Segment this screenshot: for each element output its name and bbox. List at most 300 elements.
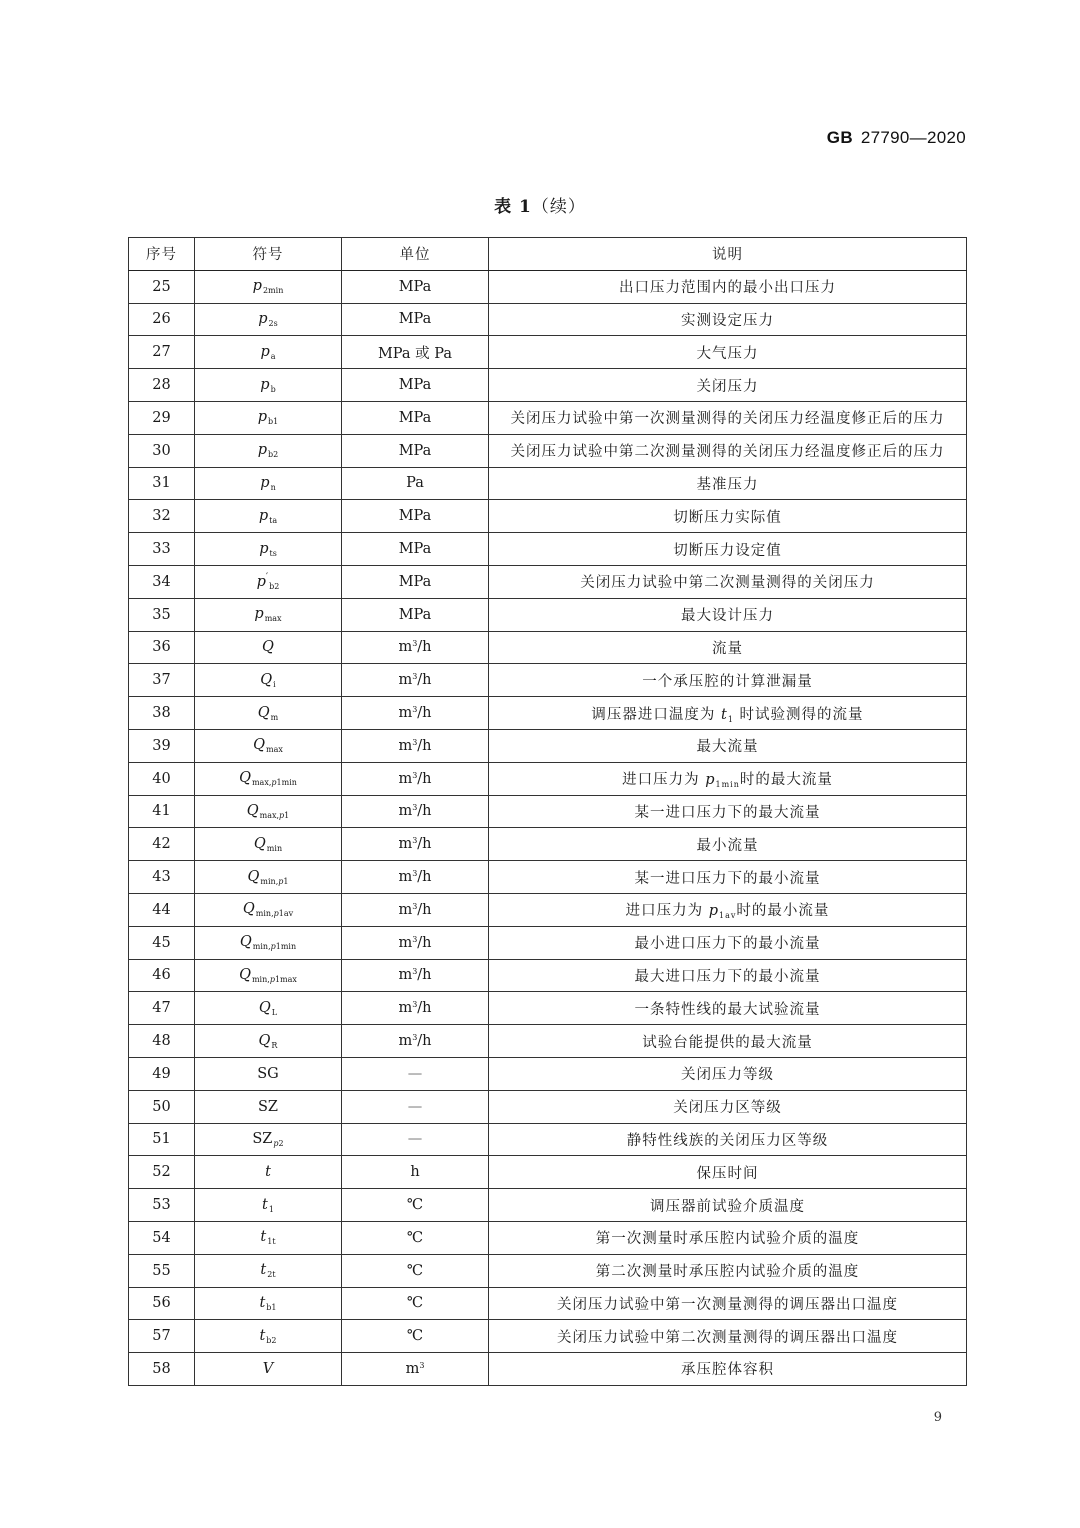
- row-unit: [342, 762, 489, 795]
- table-row: [129, 893, 967, 926]
- row-symbol: [195, 467, 342, 500]
- unit-exponent: 3: [412, 770, 418, 780]
- symbol-prime: ′: [265, 572, 269, 584]
- row-symbol: [195, 926, 342, 959]
- table-row: [129, 401, 967, 434]
- table-body: [129, 270, 967, 1385]
- row-number: 37: [129, 664, 195, 697]
- row-unit: [342, 959, 489, 992]
- subscript-text: min,: [255, 909, 274, 919]
- unit-text: ℃: [406, 1229, 424, 1246]
- unit-base: m: [398, 737, 413, 754]
- row-number: 44: [129, 893, 195, 926]
- row-symbol: [195, 1057, 342, 1090]
- table-row: [129, 1025, 967, 1058]
- unit-exponent: 3: [412, 967, 418, 977]
- row-symbol: [195, 336, 342, 369]
- row-symbol: [195, 1320, 342, 1353]
- unit-tail: /h: [417, 770, 432, 787]
- symbol-base: Q: [260, 671, 273, 688]
- table-row: [129, 762, 967, 795]
- subscript-text: b2: [266, 1335, 277, 1345]
- row-unit: [342, 467, 489, 500]
- row-number: 56: [129, 1287, 195, 1320]
- subscript-tail: 1: [283, 876, 289, 886]
- subscript-text: max: [264, 614, 282, 624]
- standard-number: [827, 128, 966, 148]
- row-description: 静特性线族的关闭压力区等级: [489, 1123, 967, 1156]
- row-symbol: [195, 1353, 342, 1386]
- unit-text: MPa: [398, 573, 432, 590]
- row-description: 一个承压腔的计算泄漏量: [489, 664, 967, 697]
- row-unit: [342, 533, 489, 566]
- table-row: [129, 1123, 967, 1156]
- row-number: 39: [129, 729, 195, 762]
- table-header-row: [129, 238, 967, 271]
- row-description: 一条特性线的最大试验流量: [489, 992, 967, 1025]
- unit-text: —: [407, 1098, 423, 1115]
- unit-exponent: 3: [419, 1360, 425, 1370]
- symbol-subscript: [252, 975, 297, 984]
- symbol-subscript: [253, 942, 296, 951]
- desc-subscript: 1min: [715, 780, 740, 790]
- row-number: 32: [129, 500, 195, 533]
- row-description: 保压时间: [489, 1156, 967, 1189]
- table-row: [129, 598, 967, 631]
- unit-tail: /h: [417, 967, 432, 984]
- page-number: 9: [933, 1410, 942, 1425]
- subscript-tail: 1min: [275, 942, 297, 952]
- desc-symbol: p: [705, 772, 716, 789]
- desc-pre: 进口压力为: [625, 903, 709, 920]
- row-description: 关闭压力试验中第二次测量测得的关闭压力: [489, 565, 967, 598]
- symbol-base: t: [259, 1327, 266, 1344]
- symbol-subscript: [269, 516, 277, 525]
- row-symbol: [195, 828, 342, 861]
- row-symbol: [195, 434, 342, 467]
- unit-text: MPa: [398, 409, 432, 426]
- symbol-base: Q: [246, 802, 259, 819]
- table-row: [129, 1287, 967, 1320]
- symbol-subscript: [263, 286, 283, 295]
- unit-base: m: [398, 770, 413, 787]
- subscript-text: 2min: [262, 286, 284, 296]
- desc-subscript: 1av: [719, 911, 737, 921]
- symbol-base: p: [258, 310, 268, 327]
- row-symbol: [195, 893, 342, 926]
- subscript-italic: p: [271, 778, 277, 788]
- unit-tail: /h: [417, 934, 432, 951]
- unit-base: m: [398, 836, 413, 853]
- unit-base: m: [398, 639, 413, 656]
- row-symbol: [195, 369, 342, 402]
- unit-base: m: [405, 1360, 420, 1377]
- row-description: 切断压力实际值: [489, 500, 967, 533]
- row-unit: [342, 828, 489, 861]
- row-symbol: [195, 1123, 342, 1156]
- unit-tail: /h: [417, 737, 432, 754]
- table-row: [129, 861, 967, 894]
- unit-exponent: 3: [412, 869, 418, 879]
- table-row: [129, 729, 967, 762]
- unit-exponent: 3: [412, 803, 418, 813]
- unit-text: ℃: [406, 1328, 424, 1345]
- row-number: 58: [129, 1353, 195, 1386]
- standard-code: 27790—2020: [860, 128, 966, 147]
- symbol-subscript: [266, 1336, 276, 1345]
- subscript-text: L: [271, 1007, 278, 1017]
- row-symbol: [195, 533, 342, 566]
- row-number: 31: [129, 467, 195, 500]
- unit-base: m: [398, 1033, 413, 1050]
- subscript-text: 2t: [267, 1270, 276, 1280]
- symbol-subscript: [273, 680, 276, 689]
- row-symbol: [195, 565, 342, 598]
- subscript-text: min,: [252, 942, 271, 952]
- table-row: [129, 1156, 967, 1189]
- subscript-text: min: [266, 843, 283, 853]
- symbol-subscript: [256, 909, 293, 918]
- unit-base: m: [398, 1000, 413, 1017]
- table-row: [129, 1189, 967, 1222]
- unit-exponent: 3: [412, 705, 418, 715]
- row-number: 30: [129, 434, 195, 467]
- unit-text: MPa: [398, 606, 432, 623]
- symbol-base: t: [262, 1196, 268, 1213]
- row-unit: [342, 1189, 489, 1222]
- unit-text: ℃: [406, 1197, 424, 1213]
- desc-pre: 进口压力为: [622, 772, 706, 789]
- row-number: 53: [129, 1189, 195, 1222]
- table-row: [129, 1320, 967, 1353]
- subscript-text: max,: [259, 810, 280, 820]
- symbol-base: Q: [253, 737, 265, 754]
- row-unit: [342, 1057, 489, 1090]
- subscript-tail: 1av: [278, 909, 294, 919]
- row-symbol: [195, 1025, 342, 1058]
- row-description: 关闭压力试验中第二次测量测得的关闭压力经温度修正后的压力: [489, 434, 967, 467]
- desc-post: 时的最小流量: [736, 903, 830, 920]
- symbol-base: t: [260, 1262, 267, 1279]
- symbol-subscript: [252, 778, 297, 787]
- table-row: [129, 959, 967, 992]
- row-number: 46: [129, 959, 195, 992]
- unit-text: —: [407, 1131, 423, 1148]
- row-unit: [342, 401, 489, 434]
- symbol-subscript: [266, 745, 283, 754]
- table-row: [129, 992, 967, 1025]
- unit-exponent: 3: [412, 901, 418, 911]
- row-description: 出口压力范围内的最小出口压力: [489, 270, 967, 303]
- row-symbol: [195, 1189, 342, 1222]
- subscript-text: ta: [269, 515, 278, 525]
- col-header-no: 序号: [129, 238, 195, 271]
- unit-text: ℃: [406, 1262, 424, 1279]
- unit-base: m: [398, 803, 413, 820]
- desc-symbol: p: [708, 903, 719, 920]
- unit-base: m: [398, 967, 413, 984]
- symbol-subscript: [271, 483, 276, 492]
- row-unit: [342, 1287, 489, 1320]
- row-description: 关闭压力试验中第一次测量测得的关闭压力经温度修正后的压力: [489, 401, 967, 434]
- symbol-base: Q: [239, 966, 251, 983]
- row-description: 某一进口压力下的最小流量: [489, 861, 967, 894]
- table-row: [129, 697, 967, 730]
- symbol-base: p: [257, 442, 268, 459]
- table-row: [129, 1254, 967, 1287]
- symbol-base: Q: [253, 835, 266, 852]
- row-description: 最小进口压力下的最小流量: [489, 926, 967, 959]
- row-description: 承压腔体容积: [489, 1353, 967, 1386]
- row-description: 最小流量: [489, 828, 967, 861]
- table-row: [129, 1353, 967, 1386]
- row-unit: [342, 598, 489, 631]
- symbol-subscript: [267, 1237, 275, 1246]
- row-symbol: [195, 303, 342, 336]
- symbol-subscript: [273, 1139, 283, 1148]
- unit-tail: /h: [417, 901, 432, 918]
- symbol-base: p: [257, 409, 268, 426]
- row-number: 48: [129, 1025, 195, 1058]
- unit-text: Pa: [406, 475, 424, 492]
- row-unit: [342, 1025, 489, 1058]
- subscript-text: b2: [269, 582, 280, 592]
- subscript-text: R: [271, 1040, 278, 1050]
- unit-base: m: [398, 705, 413, 722]
- row-description: 第一次测量时承压腔内试验介质的温度: [489, 1221, 967, 1254]
- row-description: 最大设计压力: [489, 598, 967, 631]
- symbol-subscript: [269, 1205, 274, 1214]
- row-number: 50: [129, 1090, 195, 1123]
- row-symbol: [195, 762, 342, 795]
- symbol-subscript: [268, 417, 278, 426]
- row-number: 33: [129, 533, 195, 566]
- symbol-subscript: [260, 811, 290, 820]
- row-symbol: [195, 1156, 342, 1189]
- unit-text: MPa: [398, 541, 432, 558]
- symbol-base: t: [259, 1294, 266, 1311]
- row-symbol: [195, 861, 342, 894]
- unit-base: m: [398, 934, 413, 951]
- table-row: [129, 1221, 967, 1254]
- symbol-base: Q: [239, 770, 251, 787]
- table-row: [129, 565, 967, 598]
- unit-exponent: 3: [412, 639, 418, 649]
- desc-post: 时的最大流量: [739, 772, 833, 789]
- unit-text: MPa: [398, 377, 432, 394]
- symbol-base: t: [265, 1164, 271, 1181]
- row-number: 55: [129, 1254, 195, 1287]
- row-unit: [342, 697, 489, 730]
- row-description: 最大进口压力下的最小流量: [489, 959, 967, 992]
- subscript-text: 1: [268, 1204, 274, 1214]
- subscript-text: b2: [268, 450, 279, 460]
- col-header-symbol: 符号: [195, 238, 342, 271]
- subscript-italic: p: [273, 1138, 279, 1148]
- row-unit: [342, 565, 489, 598]
- subscript-text: n: [270, 482, 276, 492]
- row-unit: [342, 1320, 489, 1353]
- row-symbol: [195, 500, 342, 533]
- row-number: 28: [129, 369, 195, 402]
- symbol-base: p: [254, 606, 264, 623]
- row-description: 最大流量: [489, 729, 967, 762]
- row-number: 51: [129, 1123, 195, 1156]
- unit-text: MPa: [398, 311, 432, 328]
- table-row: [129, 434, 967, 467]
- symbol-subscript: [267, 1270, 275, 1279]
- desc-subscript: 1: [727, 714, 734, 724]
- subscript-italic: p: [279, 810, 285, 820]
- symbol-base: Q: [239, 934, 252, 951]
- table-row: [129, 533, 967, 566]
- row-unit: [342, 1123, 489, 1156]
- col-header-unit: 单位: [342, 238, 489, 271]
- row-symbol: [195, 795, 342, 828]
- symbol-base: p: [260, 343, 270, 360]
- row-unit: [342, 992, 489, 1025]
- row-unit: [342, 336, 489, 369]
- row-unit: [342, 729, 489, 762]
- symbol-subscript: [271, 1041, 277, 1050]
- row-unit: [342, 369, 489, 402]
- table-row: [129, 270, 967, 303]
- row-number: 36: [129, 631, 195, 664]
- row-number: 43: [129, 861, 195, 894]
- unit-tail: /h: [417, 705, 432, 722]
- row-number: 54: [129, 1221, 195, 1254]
- subscript-italic: p: [269, 974, 275, 984]
- row-unit: [342, 434, 489, 467]
- unit-exponent: 3: [412, 737, 418, 747]
- unit-tail: /h: [417, 836, 432, 853]
- unit-tail: /h: [417, 672, 432, 689]
- row-description: 关闭压力: [489, 369, 967, 402]
- table-row: [129, 1090, 967, 1123]
- symbol-subscript: [265, 614, 282, 623]
- row-unit: [342, 303, 489, 336]
- unit-text: h: [410, 1164, 420, 1181]
- subscript-italic: p: [278, 876, 284, 886]
- row-unit: [342, 893, 489, 926]
- row-unit: [342, 500, 489, 533]
- row-symbol: [195, 1090, 342, 1123]
- row-symbol: [195, 959, 342, 992]
- symbol-subscript: [269, 319, 278, 328]
- symbol-table: [128, 237, 967, 1386]
- unit-tail: /h: [417, 803, 432, 820]
- row-unit: [342, 926, 489, 959]
- row-description: 关闭压力试验中第二次测量测得的调压器出口温度: [489, 1320, 967, 1353]
- symbol-base: Q: [262, 639, 274, 656]
- col-header-description: 说明: [489, 238, 967, 271]
- row-symbol: [195, 401, 342, 434]
- unit-text: MPa: [398, 508, 432, 525]
- row-symbol: [195, 1287, 342, 1320]
- subscript-text: min,: [260, 876, 279, 886]
- desc-pre: 调压器进口温度为: [591, 706, 722, 723]
- table-row: [129, 926, 967, 959]
- unit-tail: /h: [417, 639, 432, 656]
- subscript-text: 2s: [268, 318, 278, 328]
- symbol-subscript: [269, 549, 276, 558]
- symbol-subscript: [271, 385, 276, 394]
- row-unit: [342, 631, 489, 664]
- symbol-base: Q: [242, 901, 255, 918]
- table-row: [129, 631, 967, 664]
- subscript-text: max,: [251, 778, 272, 788]
- symbol-base: p: [259, 540, 269, 557]
- row-unit: [342, 1353, 489, 1386]
- row-symbol: [195, 992, 342, 1025]
- unit-text: MPa: [398, 442, 432, 459]
- symbol-base: Q: [258, 999, 271, 1016]
- symbol-base: p: [260, 376, 270, 393]
- table-row: [129, 664, 967, 697]
- row-description: 关闭压力试验中第一次测量测得的调压器出口温度: [489, 1287, 967, 1320]
- unit-exponent: 3: [412, 934, 418, 944]
- row-number: 38: [129, 697, 195, 730]
- subscript-italic: p: [273, 909, 279, 919]
- unit-base: m: [398, 672, 413, 689]
- row-symbol: [195, 1254, 342, 1287]
- row-symbol: [195, 598, 342, 631]
- symbol-subscript: [271, 713, 279, 722]
- unit-exponent: 3: [412, 1000, 418, 1010]
- row-description: 试验台能提供的最大流量: [489, 1025, 967, 1058]
- table-row: [129, 795, 967, 828]
- row-number: 26: [129, 303, 195, 336]
- symbol-base: p: [252, 278, 262, 295]
- subscript-tail: 1: [284, 810, 290, 820]
- row-description: 第二次测量时承压腔内试验介质的温度: [489, 1254, 967, 1287]
- row-unit: [342, 1156, 489, 1189]
- symbol-subscript: [267, 844, 282, 853]
- symbol-subscript: [266, 1303, 276, 1312]
- symbol-subscript: [260, 877, 288, 886]
- row-number: 25: [129, 270, 195, 303]
- unit-text: —: [407, 1065, 423, 1082]
- row-description: [489, 762, 967, 795]
- row-number: 57: [129, 1320, 195, 1353]
- row-number: 45: [129, 926, 195, 959]
- row-number: 29: [129, 401, 195, 434]
- subscript-text: min,: [251, 974, 270, 984]
- table-row: [129, 500, 967, 533]
- subscript-text: max: [266, 745, 283, 755]
- unit-exponent: 3: [412, 836, 418, 846]
- table-title: [0, 192, 1080, 217]
- symbol-base: p: [256, 574, 266, 591]
- unit-exponent: 3: [412, 1033, 418, 1043]
- row-number: 35: [129, 598, 195, 631]
- unit-text: MPa: [398, 278, 432, 295]
- unit-text: ℃: [406, 1295, 424, 1312]
- row-number: 52: [129, 1156, 195, 1189]
- subscript-text: a: [270, 351, 276, 361]
- table-row: [129, 467, 967, 500]
- unit-tail: /h: [417, 869, 432, 886]
- subscript-tail: 1max: [274, 974, 297, 984]
- row-number: 49: [129, 1057, 195, 1090]
- row-description: 实测设定压力: [489, 303, 967, 336]
- subscript-text: b1: [266, 1302, 277, 1312]
- row-unit: [342, 795, 489, 828]
- desc-symbol: t: [721, 706, 728, 723]
- symbol-base: V: [262, 1360, 274, 1377]
- standard-prefix: GB: [826, 128, 853, 147]
- symbol-base: Q: [258, 1032, 271, 1049]
